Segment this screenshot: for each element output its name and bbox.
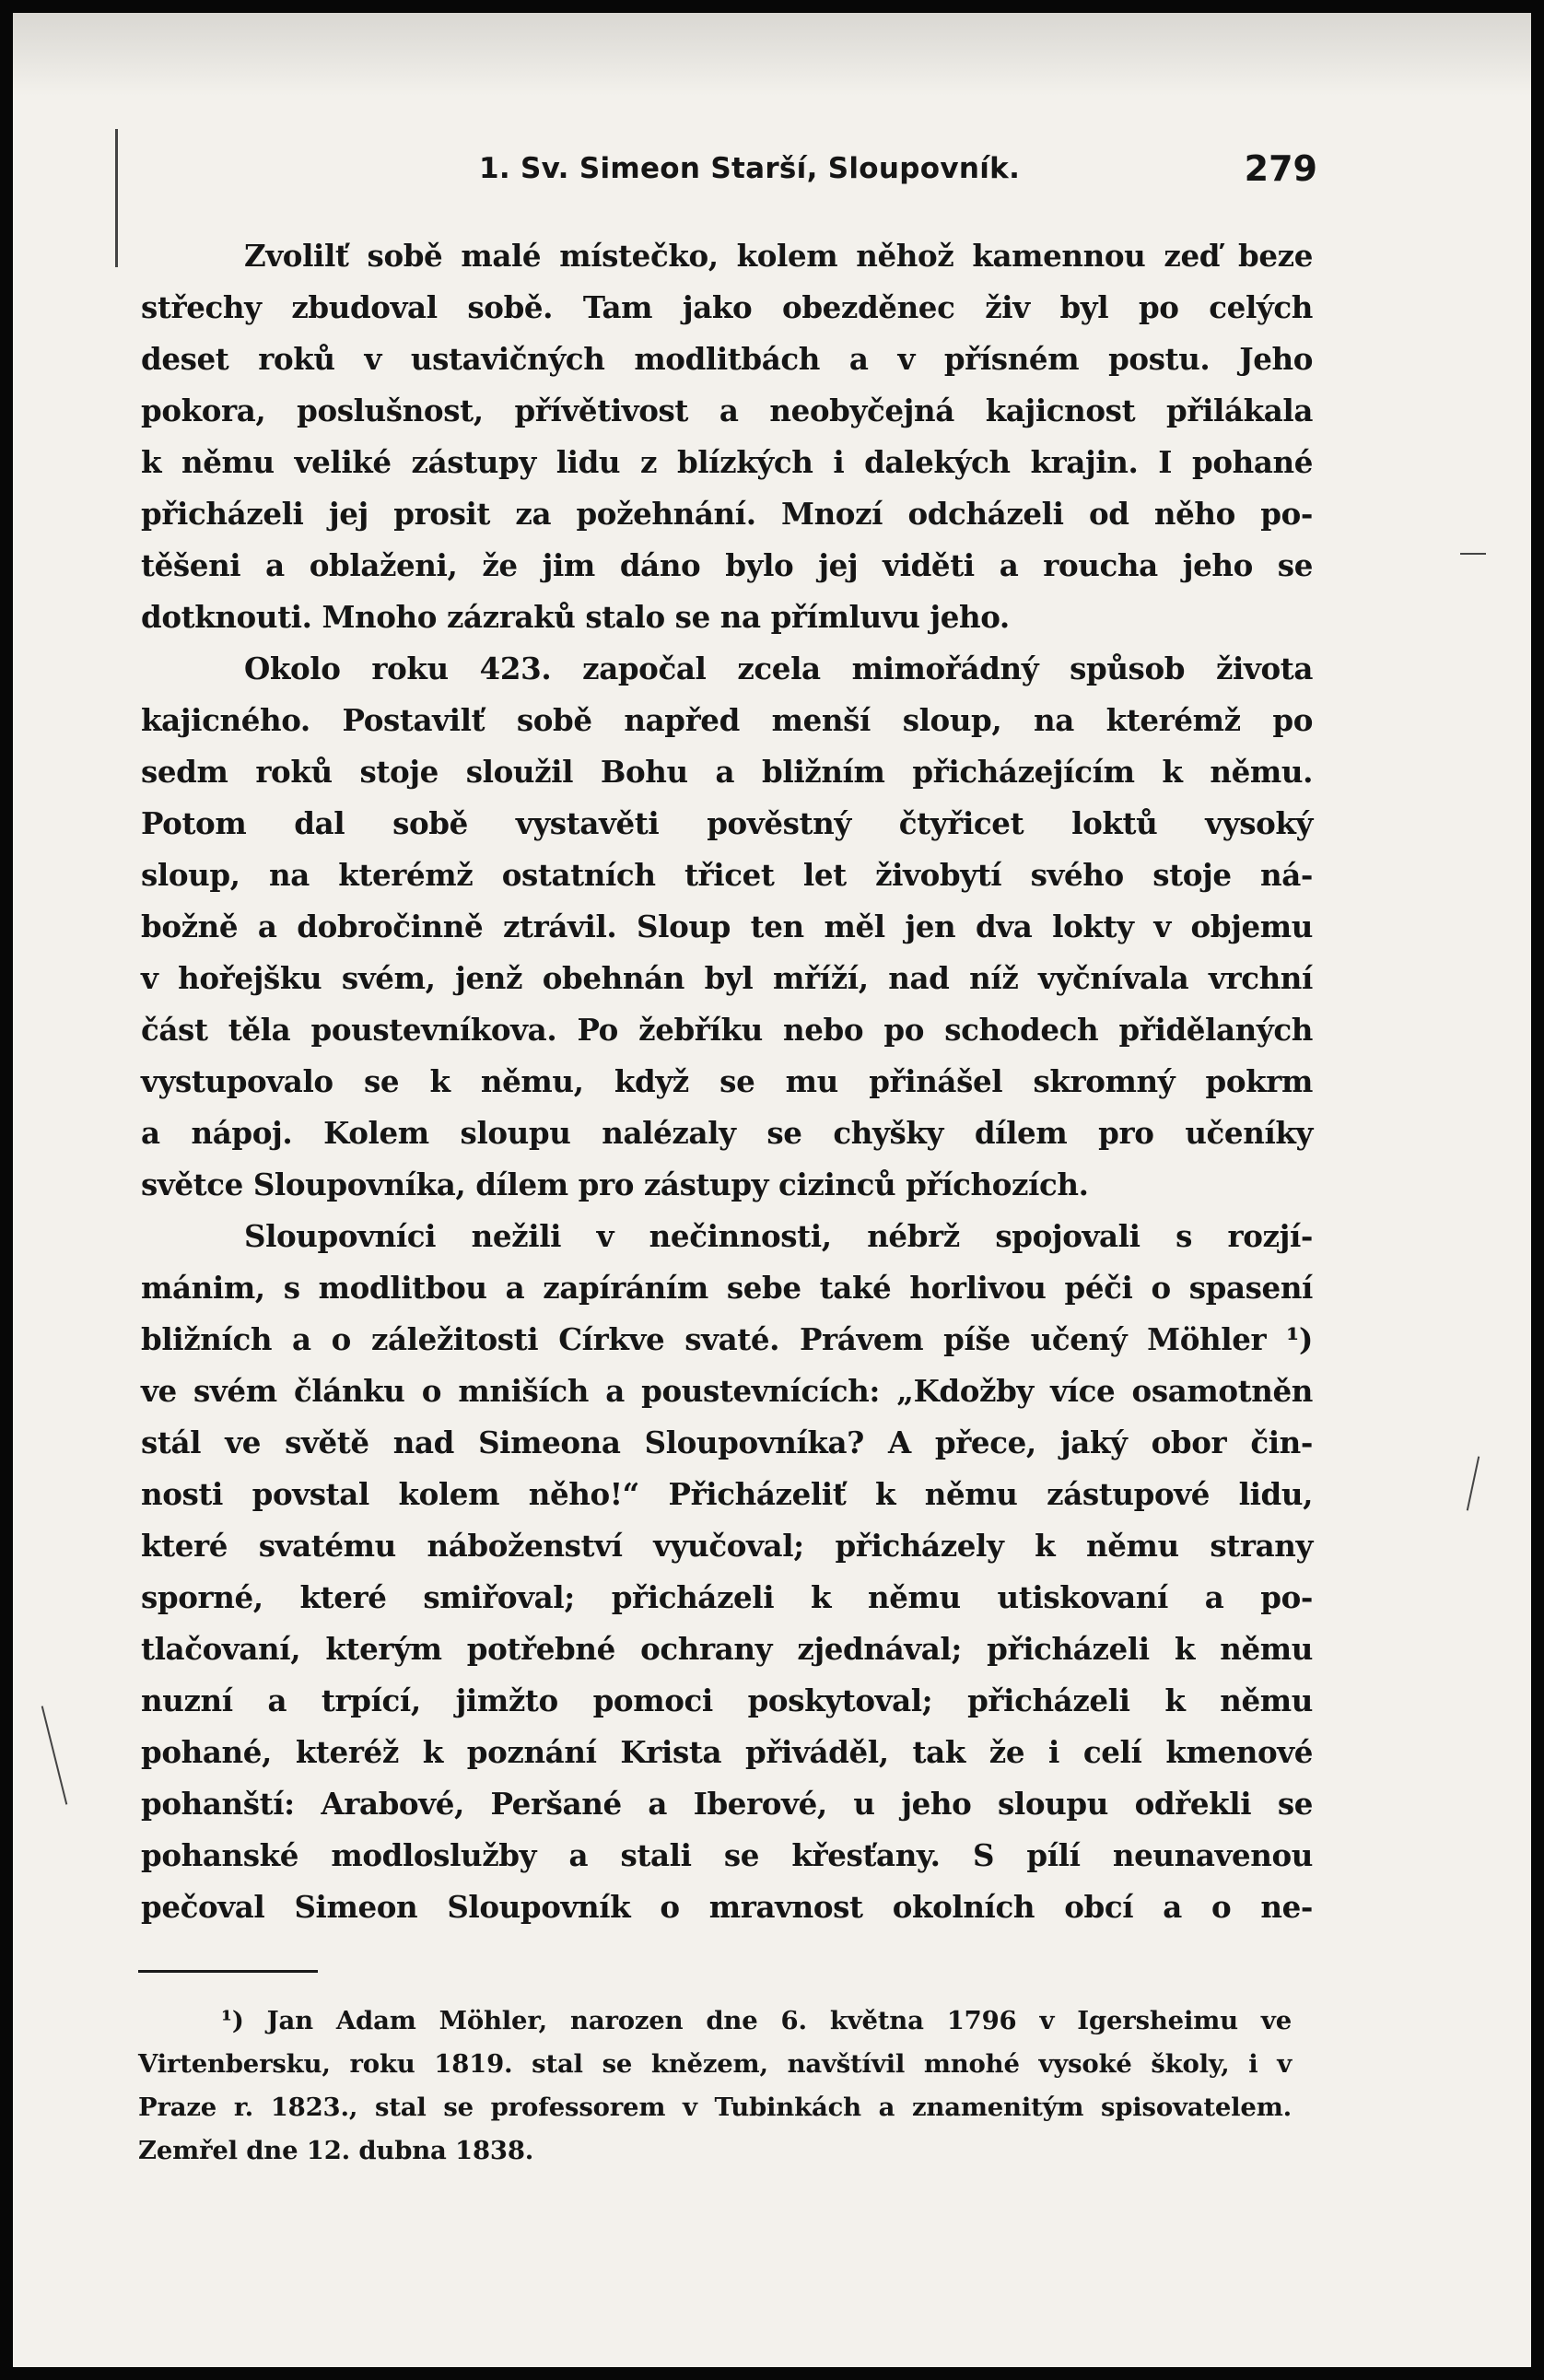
text-line: nosti povstal kolem něho!“ Přicházeliť k němu zástupové lidu,	[141, 1476, 1313, 1512]
text-line: část těla poustevníkova. Po žebříku nebo po schodech přidělaných	[141, 1012, 1313, 1048]
text-line: střechy zbudoval sobě. Tam jako obezděnec živ byl po celých	[141, 289, 1313, 325]
text-line: ve svém článku o mniších a poustevnících: „Kdožby více osamotněn	[141, 1373, 1313, 1409]
text-line: stál ve světě nad Simeona Sloupovníka? A přece, jaký obor čin-	[141, 1424, 1313, 1460]
footnote-line: Virtenbersku, roku 1819. stal se knězem, navštívil mnohé vysoké školy, i v	[138, 2049, 1292, 2079]
text-line: dotknouti. Mnoho zázraků stalo se na přímluvu jeho.	[141, 599, 1010, 635]
text-line: tlačovaní, kterým potřebné ochrany zjednával; přicházeli k němu	[141, 1631, 1313, 1667]
text-line: k němu veliké zástupy lidu z blízkých i dalekých krajin. I pohané	[141, 444, 1313, 480]
text-line: sloup, na kterémž ostatních třicet let živobytí svého stoje ná-	[141, 857, 1313, 893]
text-line: Okolo roku 423. započal zcela mimořádný spůsob života	[244, 651, 1313, 686]
text-line: pohanské modloslužby a stali se křesťany. S pílí neunavenou	[141, 1837, 1313, 1873]
text-line: deset roků v ustavičných modlitbách a v přísném postu. Jeho	[141, 341, 1313, 377]
footnote-line: ¹) Jan Adam Möhler, narozen dne 6. května 1796 v Igersheimu ve	[221, 2006, 1292, 2035]
footnote	[138, 1999, 1292, 2173]
text-line: mánim, s modlitbou a zapíráním sebe také horlivou péči o spasení	[141, 1270, 1313, 1306]
running-header	[138, 148, 1317, 204]
text-line: těšeni a oblaženi, že jim dáno bylo jej viděti a roucha jeho se	[141, 547, 1313, 583]
text-line: nuzní a trpící, jimžto pomoci poskytoval; přicházeli k němu	[141, 1682, 1313, 1718]
text-line: bližních a o záležitosti Církve svaté. Právem píše učený Möhler ¹)	[141, 1321, 1313, 1357]
text-line: sedm roků stoje sloužil Bohu a bližním přicházejícím k němu.	[141, 754, 1313, 790]
text-line: v hořejšku svém, jenž obehnán byl mříží, nad níž vyčnívala vrchní	[141, 960, 1313, 996]
text-line: Sloupovníci nežili v nečinnosti, nébrž spojovali s rozjí-	[244, 1218, 1313, 1254]
footnote-divider	[138, 1970, 318, 1973]
text-line: pohanští: Arabové, Peršané a Iberové, u jeho sloupu odřekli se	[141, 1786, 1313, 1822]
footnote-line: Zemřel dne 12. dubna 1838.	[138, 2136, 534, 2165]
text-line: pečoval Simeon Sloupovník o mravnost okolních obcí a o ne-	[141, 1889, 1313, 1925]
body-text	[141, 230, 1313, 1933]
text-line: a nápoj. Kolem sloupu nalézaly se chyšky dílem pro učeníky	[141, 1115, 1313, 1151]
text-line: světce Sloupovníka, dílem pro zástupy cizinců příchozích.	[141, 1167, 1089, 1202]
text-line: Zvolilť sobě malé místečko, kolem něhož kamennou zeď beze	[244, 238, 1313, 274]
text-line: které svatému náboženství vyučoval; přicházely k němu strany	[141, 1528, 1313, 1564]
text-line: kajicného. Postavilť sobě napřed menší sloup, na kterémž po	[141, 702, 1313, 738]
text-line: vystupovalo se k němu, když se mu přinášel skromný pokrm	[141, 1063, 1313, 1099]
text-line: pokora, poslušnost, přívětivost a neobyčejná kajicnost přilákala	[141, 393, 1313, 428]
text-line: božně a dobročinně ztrávil. Sloup ten měl jen dva lokty v objemu	[141, 909, 1313, 944]
footnote-line: Praze r. 1823., stal se professorem v Tubinkách a znamenitým spisovatelem.	[138, 2093, 1292, 2122]
running-title: 1. Sv. Simeon Starší, Sloupovník.	[479, 152, 1021, 185]
text-line: přicházeli jej prosit za požehnání. Mnozí odcházeli od něho po-	[141, 496, 1313, 532]
text-line: sporné, které smiřoval; přicházeli k němu utiskovaní a po-	[141, 1579, 1313, 1615]
page-number: 279	[1244, 148, 1317, 189]
text-line: pohané, kteréž k poznání Krista přiváděl, tak že i celí kmenové	[141, 1734, 1313, 1770]
text-line: Potom dal sobě vystavěti pověstný čtyřicet loktů vysoký	[141, 805, 1313, 841]
